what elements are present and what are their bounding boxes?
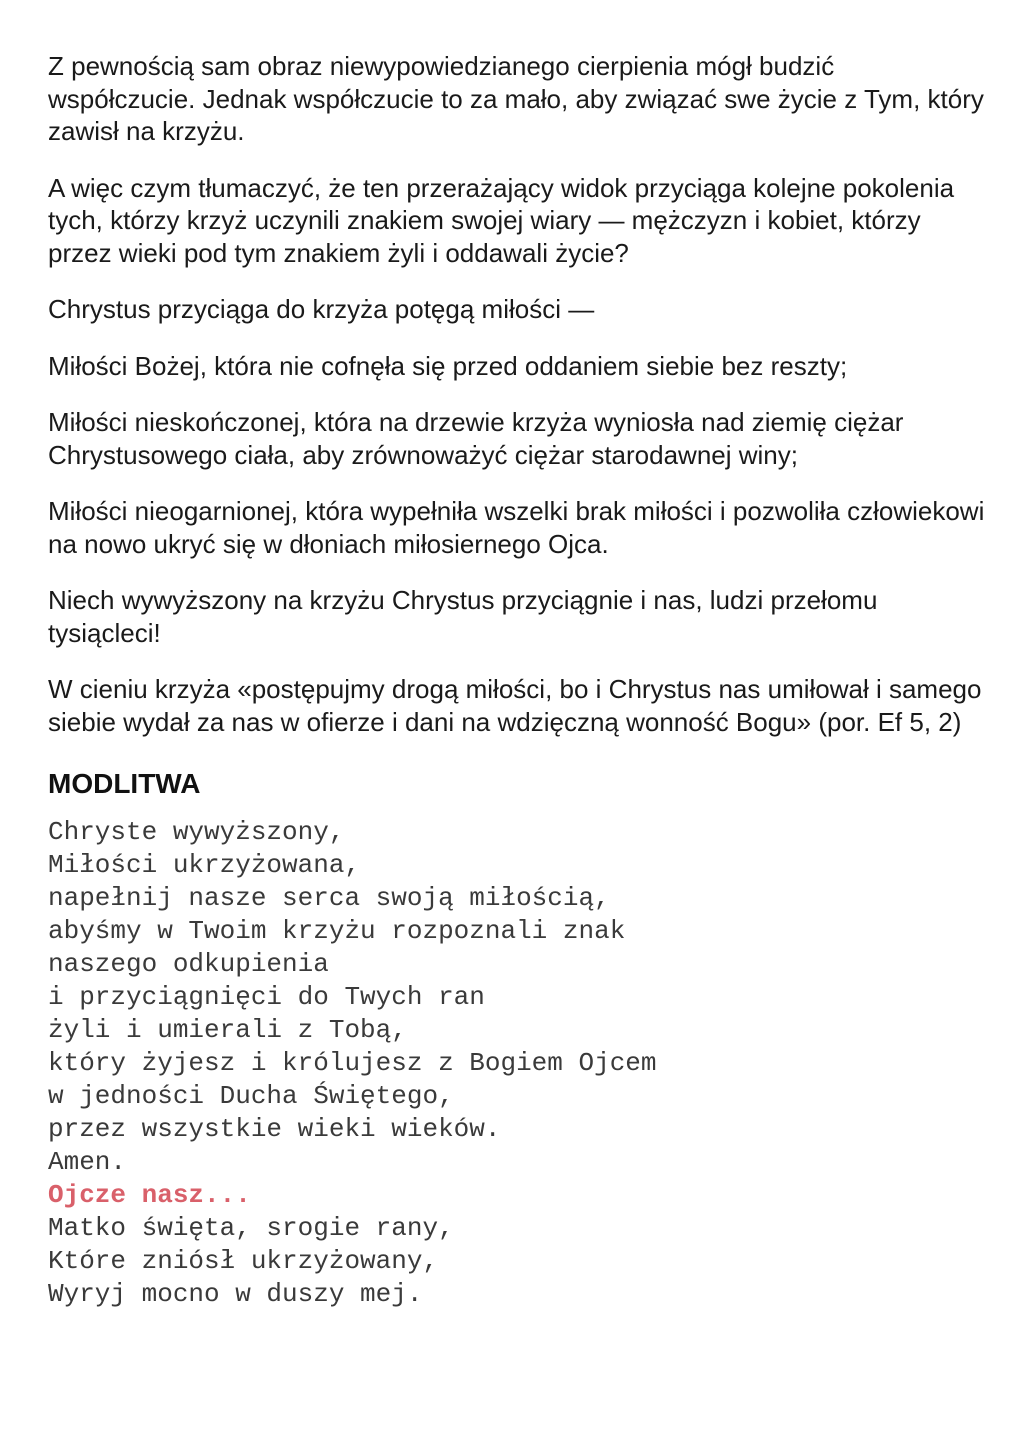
prayer-line: Miłości ukrzyżowana, (48, 850, 361, 880)
paragraph-6: Miłości nieogarnionej, która wypełniła wszelki brak miłości i pozwoliła człowiekowi na nowo ukryć się w dłoniach miłosiernego Ojca. (48, 496, 985, 559)
prayer-line: Amen. (48, 1147, 127, 1177)
prayer-line: naszego odkupienia (48, 949, 329, 979)
prayer-block (48, 816, 988, 1311)
paragraph-5: Miłości nieskończonej, która na drzewie krzyża wyniosła nad ziemię ciężar Chrystusowego ciała, aby zrównoważyć ciężar starodawnej winy; (48, 407, 904, 470)
prayer-line: abyśmy w Twoim krzyżu rozpoznali znak (48, 916, 626, 946)
prayer-line: w jedności Ducha Świętego, (48, 1081, 454, 1111)
paragraph-2: A więc czym tłumaczyć, że ten przerażający widok przyciąga kolejne pokolenia tych, którzy krzyż uczynili znakiem swojej wiary — mężczyzn i kobiet, którzy przez wieki pod tym znakiem żyli i oddawali życie? (48, 172, 955, 268)
prayer-line: który żyjesz i królujesz z Bogiem Ojcem (48, 1048, 657, 1078)
stabat-line: Które zniósł ukrzyżowany, (48, 1246, 439, 1276)
stabat-line: Wyryj mocno w duszy mej. (48, 1279, 423, 1309)
prayer-line: Chryste wywyższony, (48, 817, 345, 847)
paragraph-3: Chrystus przyciąga do krzyża potęgą miłości — (48, 294, 595, 324)
document-page (48, 50, 988, 1311)
prayer-line: przez wszystkie wieki wieków. (48, 1114, 501, 1144)
prayer-line: i przyciągnięci do Twych ran (48, 982, 485, 1012)
prayer-line: żyli i umierali z Tobą, (48, 1015, 407, 1045)
paragraph-4: Miłości Bożej, która nie cofnęła się przed oddaniem siebie bez reszty; (48, 350, 848, 381)
paragraph-1: Z pewnością sam obraz niewypowiedzianego cierpienia mógł budzić współczucie. Jednak współczucie to za mało, aby związać swe życie z Tym, który zawisł na krzyżu. (48, 51, 984, 146)
paragraph-8: W cieniu krzyża «postępujmy drogą miłości, bo i Chrystus nas umiłował i samego siebie wydał za nas w ofierze i dani na wdzięczną wonność Bogu» (por. Ef 5, 2) (48, 674, 982, 737)
stabat-line: Matko święta, srogie rany, (48, 1213, 454, 1243)
our-father-cue: Ojcze nasz... (48, 1180, 251, 1210)
paragraph-7: Niech wywyższony na krzyżu Chrystus przyciągnie i nas, ludzi przełomu tysiącleci! (48, 585, 878, 648)
prayer-heading: MODLITWA (48, 768, 201, 799)
prayer-line: napełnij nasze serca swoją miłością, (48, 883, 610, 913)
